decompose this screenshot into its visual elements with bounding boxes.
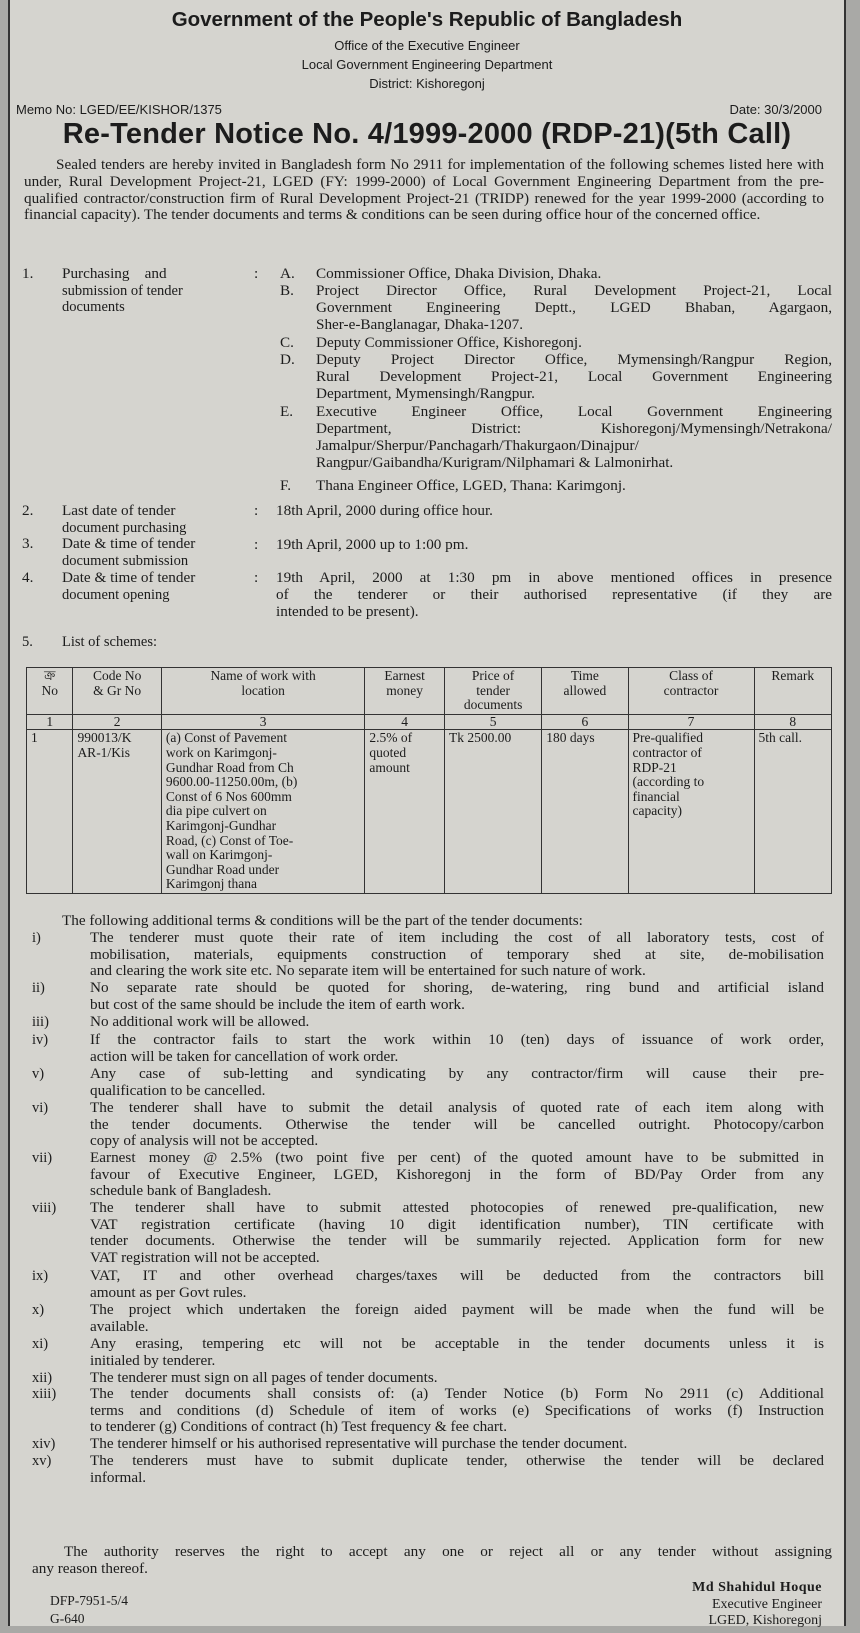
condition-text: The tender documents shall consists of: (a) Tender Notice (b) Form No 2911 (c) Additional	[90, 1385, 824, 1402]
office-letter: C.	[280, 334, 294, 351]
condition-text: tender documents. Otherwise the tender will be summarily rejected. Application form for new	[90, 1232, 824, 1250]
condition-text: qualification to be cancelled.	[90, 1081, 266, 1099]
item-5-number: 5.	[22, 634, 33, 650]
condition-text: The tenderers must have to submit duplicate tender, otherwise the tender will be declared	[90, 1452, 824, 1469]
closing-statement: The authority reserves the right to accept any one or reject all or any tender without assigning	[64, 1543, 832, 1560]
district-line: District: Kishoregonj	[369, 76, 485, 91]
item-4-number: 4.	[22, 569, 34, 586]
condition-text: and clearing the work site etc. No separate item will be entertained for such nature of work.	[90, 962, 646, 980]
dfp-code: DFP-7951-5/4	[50, 1593, 129, 1608]
condition-text: The tenderer shall have to submit attested photocopies of renewed pre-qualification, new	[90, 1199, 824, 1216]
condition-number: ii)	[32, 980, 45, 996]
office-line: Jamalpur/Sherpur/Panchagarh/Thakurgaon/Dinajpur/	[316, 437, 639, 454]
g-code: G-640	[50, 1611, 85, 1626]
condition-text: No separate rate should be quoted for shoring, de-watering, ring bund and artificial island	[90, 979, 824, 996]
condition-text: The tenderer must quote their rate of item including the cost of all laboratory tests, cost of	[90, 929, 824, 946]
col-header-no: ক্র No	[27, 668, 73, 715]
condition-number: xiv)	[32, 1436, 56, 1452]
col-number: 1	[27, 714, 73, 730]
signatory-office: LGED, Kishoregonj	[708, 1613, 822, 1628]
cell-name: (a) Const of Pavement work on Karimgonj- Gundhar Road from Ch 9600.00-11250.00m, (b) Const of 6 Nos 600mm dia pipe culvert on Karimgonj-Gundhar Road, (c) Const of Toe- wall on Karimgonj- Gundhar Road under Karimgonj thana	[161, 730, 364, 894]
item-1-number: 1.	[22, 265, 34, 282]
office-line: Government Engineering Deptt., LGED Bhaban, Agargaon,	[316, 299, 832, 316]
item-2-label: Last date of tender	[62, 502, 176, 519]
condition-number: iv)	[32, 1032, 49, 1048]
condition-text: The project which undertaken the foreign aided payment will be made when the fund will be	[90, 1301, 824, 1318]
condition-text: VAT registration certificate (having 10 digit identification number), TIN certificate with	[90, 1215, 824, 1233]
office-line: Thana Engineer Office, LGED, Thana: Karimgonj.	[316, 477, 626, 494]
condition-text: Earnest money @ 2.5% (two point five per cent) of the quoted amount have to be submitted in	[90, 1149, 824, 1166]
closing-statement-2: any reason thereof.	[32, 1560, 148, 1577]
condition-text: to tenderer (g) Conditions of contract (h) Test frequency & fee chart.	[90, 1418, 507, 1436]
condition-text: The tenderer shall have to submit the detail analysis of quoted rate of each item along with	[90, 1099, 824, 1116]
condition-text: amount as per Govt rules.	[90, 1283, 247, 1301]
condition-text: No additional work will be allowed.	[90, 1013, 310, 1030]
cell-remark: 5th call.	[754, 730, 831, 894]
condition-number: xi)	[32, 1336, 49, 1352]
item-2-number: 2.	[22, 502, 34, 519]
item-3-value: 19th April, 2000 up to 1:00 pm.	[276, 536, 469, 553]
condition-number: vi)	[32, 1100, 49, 1116]
condition-text: favour of Executive Engineer, LGED, Kishoregonj in the form of BD/Pay Order from any	[90, 1165, 824, 1183]
item-2-colon: :	[254, 502, 259, 519]
item-4-value-3: intended to be present).	[276, 603, 419, 620]
condition-number: v)	[32, 1066, 45, 1082]
col-header-code: Code No & Gr No	[73, 668, 161, 715]
office-line: Commissioner Office, Dhaka Division, Dhaka.	[316, 265, 602, 282]
office-line: Deputy Commissioner Office, Kishoregonj.	[316, 334, 582, 351]
item-3-label: Date & time of tender	[62, 535, 196, 552]
office-letter: F.	[280, 477, 292, 494]
office-line: Sher-e-Banglanagar, Dhaka-1207.	[316, 316, 523, 333]
cell-no: 1	[27, 730, 73, 894]
col-header-earnest: Earnest money	[365, 668, 445, 715]
col-number: 5	[444, 714, 541, 730]
item-1-label: Purchasing and	[62, 265, 167, 282]
notice-date: Date: 30/3/2000	[729, 102, 822, 117]
cell-class: Pre-qualified contractor of RDP-21 (according to financial capacity)	[628, 730, 754, 894]
condition-text: initialed by tenderer.	[90, 1351, 216, 1369]
office-line: Executive Engineer Office, Local Government Engineering	[316, 403, 832, 420]
item-1-label-3: documents	[62, 299, 125, 315]
schedule-table	[26, 667, 832, 894]
condition-number: xiii)	[32, 1386, 57, 1402]
office-line: Office of the Executive Engineer	[334, 38, 520, 53]
cell-price: Tk 2500.00	[444, 730, 541, 894]
signatory-title: Executive Engineer	[711, 1597, 822, 1612]
notice-title: Re-Tender Notice No. 4/1999-2000 (RDP-21)(5th Call)	[62, 118, 792, 150]
col-header-class: Class of contractor	[628, 668, 754, 715]
item-3-label-2: document submission	[62, 553, 189, 569]
col-number: 8	[754, 714, 831, 730]
government-title: Government of the People's Republic of Bangladesh	[171, 8, 683, 31]
condition-number: ix)	[32, 1268, 49, 1284]
condition-number: vii)	[32, 1150, 53, 1166]
condition-text: available.	[90, 1317, 149, 1335]
intro-paragraph: Sealed tenders are hereby invited in Bangladesh form No 2911 for implementation of the following schemes listed here with under, Rural Development Project-21, LGED (FY: 1999-2000) of Local Government Engineering Department from the pre-qualified contractor/construction firm of Rural Development Project-21 (TRIDP) renewed for the year 1999-2000 (according to financial capacity). The tender documents and terms & conditions can be seen during office hour of the concerned office.	[24, 156, 824, 224]
condition-text: terms and conditions (d) Schedule of item of works (e) Specifications of works (f) Instruction	[90, 1401, 824, 1419]
condition-text: the tender documents. Otherwise the tender will be cancelled outright. Photocopy/carbon	[90, 1115, 824, 1133]
col-number: 2	[73, 714, 161, 730]
condition-text: schedule bank of Bangladesh.	[90, 1182, 272, 1200]
table-row	[27, 730, 832, 894]
condition-text: If the contractor fails to start the work within 10 (ten) days of issuance of work order,	[90, 1031, 824, 1048]
office-letter: D.	[280, 351, 295, 368]
condition-text: Any case of sub-letting and syndicating by any contractor/firm will cause their pre-	[90, 1065, 824, 1082]
col-header-remark: Remark	[754, 668, 831, 715]
condition-text: copy of analysis will not be accepted.	[90, 1132, 319, 1150]
office-line: Rangpur/Gaibandha/Kurigram/Nilphamari & Lalmonirhat.	[316, 454, 674, 471]
item-1-colon: :	[254, 265, 259, 282]
condition-text: action will be taken for cancellation of work order.	[90, 1047, 399, 1065]
condition-number: i)	[32, 930, 41, 946]
condition-text: mobilisation, materials, equipments construction of temporary shed at site, de-mobilisation	[90, 945, 824, 963]
office-letter: B.	[280, 282, 294, 299]
condition-number: xii)	[32, 1370, 53, 1386]
conditions-intro: The following additional terms & conditions will be the part of the tender documents:	[62, 912, 583, 929]
tender-notice-page	[8, 0, 846, 1626]
col-header-name: Name of work with location	[161, 668, 364, 715]
office-line: Department, District: Kishoregonj/Mymensingh/Netrakona/	[316, 420, 832, 437]
item-4-colon: :	[254, 569, 259, 586]
condition-text: but cost of the same should be include the item of earth work.	[90, 995, 465, 1013]
item-4-label: Date & time of tender	[62, 569, 196, 586]
item-4-label-2: document opening	[62, 587, 170, 603]
item-5-label: List of schemes:	[62, 634, 158, 650]
condition-text: VAT, IT and other overhead charges/taxes will be deducted from the contractors bill	[90, 1267, 824, 1284]
department-line: Local Government Engineering Department	[301, 57, 553, 72]
office-line: Project Director Office, Rural Development Project-21, Local	[316, 282, 832, 299]
item-4-value-2: of the tenderer or their authorised representative (if they are	[276, 586, 832, 603]
condition-text: VAT registration will not be accepted.	[90, 1248, 320, 1266]
condition-text: Any erasing, tempering etc will not be acceptable in the tender documents unless it is	[90, 1335, 824, 1352]
condition-text: The tenderer himself or his authorised representative will purchase the tender document.	[90, 1435, 628, 1452]
condition-number: iii)	[32, 1014, 49, 1030]
item-2-value: 18th April, 2000 during office hour.	[276, 502, 493, 519]
office-letter: A.	[280, 265, 295, 282]
col-header-price: Price of tender documents	[444, 668, 541, 715]
condition-text: The tenderer must sign on all pages of tender documents.	[90, 1369, 438, 1386]
col-number: 7	[628, 714, 754, 730]
cell-time: 180 days	[542, 730, 628, 894]
condition-number: viii)	[32, 1200, 57, 1216]
table-header-row	[27, 668, 832, 715]
condition-number: x)	[32, 1302, 45, 1318]
office-letter: E.	[280, 403, 294, 420]
cell-earnest: 2.5% of quoted amount	[365, 730, 445, 894]
condition-number: xv)	[32, 1453, 52, 1469]
col-number: 6	[542, 714, 628, 730]
item-3-number: 3.	[22, 535, 34, 552]
memo-number: Memo No: LGED/EE/KISHOR/1375	[16, 102, 222, 117]
item-4-value: 19th April, 2000 at 1:30 pm in above mentioned offices in presence	[276, 569, 832, 586]
col-header-time: Time allowed	[542, 668, 628, 715]
item-1-label-2: submission of tender	[62, 283, 183, 299]
cell-code: 990013/K AR-1/Kis	[73, 730, 161, 894]
condition-text: informal.	[90, 1468, 147, 1486]
office-line: Rural Development Project-21, Local Government Engineering	[316, 368, 832, 385]
item-3-colon: :	[254, 536, 259, 553]
item-2-label-2: document purchasing	[62, 520, 187, 536]
office-line: Deputy Project Director Office, Mymensingh/Rangpur Region,	[316, 351, 832, 368]
signatory-name: Md Shahidul Hoque	[692, 1580, 822, 1595]
col-number: 3	[161, 714, 364, 730]
office-line: Department, Mymensingh/Rangpur.	[316, 385, 535, 402]
col-number: 4	[365, 714, 445, 730]
table-column-number-row	[27, 714, 832, 730]
